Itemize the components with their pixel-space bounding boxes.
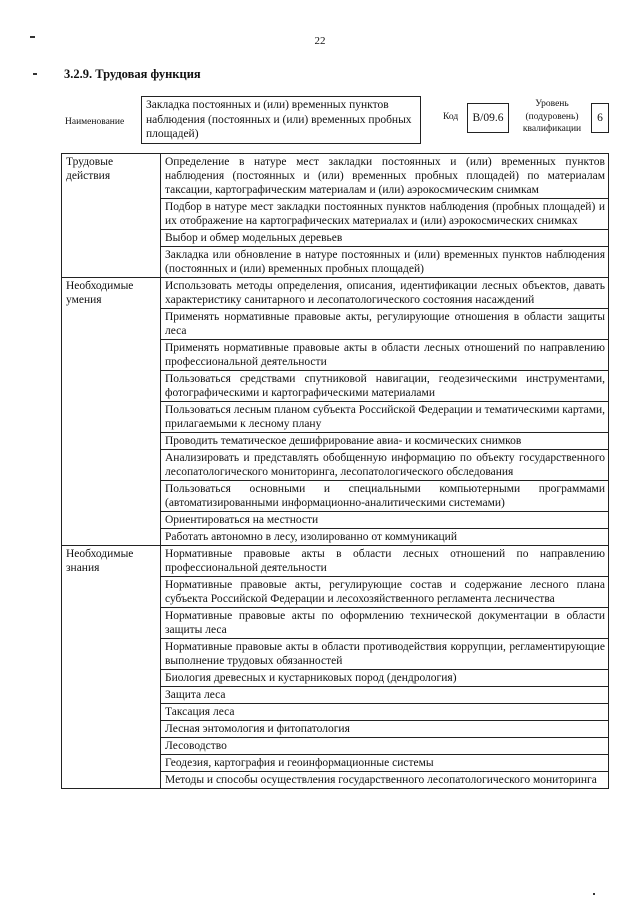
required-skills-item: Пользоваться лесным планом субъекта Российской Федерации и тематическими картами, прилагаемыми к лесному плану	[161, 402, 609, 433]
required-skills-item: Применять нормативные правовые акты в области лесных отношений по направлению профессиональной деятельности	[161, 340, 609, 371]
table-row	[62, 546, 609, 577]
required-knowledge-item: Лесная энтомология и фитопатология	[161, 721, 609, 738]
qualification-level-value: 6	[591, 103, 609, 133]
required-knowledge-item: Таксация леса	[161, 704, 609, 721]
required-knowledge-item: Геодезия, картография и геоинформационные системы	[161, 755, 609, 772]
required-skills-label: Необходимые умения	[62, 278, 161, 546]
required-skills-item: Применять нормативные правовые акты, регулирующие отношения в области защиты леса	[161, 309, 609, 340]
name-value: Закладка постоянных и (или) временных пунктов наблюдения (постоянных и (или) временных пробных площадей)	[141, 96, 421, 144]
labor-actions-item: Подбор в натуре мест закладки постоянных пунктов наблюдения (пробных площадей) и их отображение на картографических материалах и (или) аэрокосмических снимках	[161, 199, 609, 230]
required-knowledge-item: Биология древесных и кустарниковых пород (дендрология)	[161, 670, 609, 687]
required-skills-item: Ориентироваться на местности	[161, 512, 609, 529]
required-skills-item: Использовать методы определения, описания, идентификации лесных объектов, давать характеристику санитарного и лесопатологического состояния насаждений	[161, 278, 609, 309]
table-row	[62, 154, 609, 199]
required-skills-item: Пользоваться средствами спутниковой навигации, геодезическими инструментами, фотографическими и картографическими материалами	[161, 371, 609, 402]
required-knowledge-item: Нормативные правовые акты в области противодействия коррупции, регламентирующие выполнение трудовых обязанностей	[161, 639, 609, 670]
required-knowledge-item: Нормативные правовые акты, регулирующие состав и содержание лесного плана субъекта Российской Федерации и лесохозяйственного регламента лесничества	[161, 577, 609, 608]
labor-function-table-body	[62, 154, 609, 789]
required-skills-item: Пользоваться основными и специальными компьютерными программами (автоматизированными информационно-аналитическими системами)	[161, 481, 609, 512]
required-skills-item: Работать автономно в лесу, изолированно от коммуникаций	[161, 529, 609, 546]
labor-function-table	[61, 153, 609, 789]
required-knowledge-item: Методы и способы осуществления государственного лесопатологического мониторинга	[161, 772, 609, 789]
labor-actions-label: Трудовые действия	[62, 154, 161, 278]
required-knowledge-item: Нормативные правовые акты по оформлению технической документации в области защиты леса	[161, 608, 609, 639]
required-knowledge-item: Лесоводство	[161, 738, 609, 755]
labor-actions-item: Закладка или обновление в натуре постоянных и (или) временных пунктов наблюдения (постоянных и (или) временных пробных площадей)	[161, 247, 609, 278]
qualification-level-label: Уровень (подуровень) квалификации	[522, 99, 582, 134]
page-number: 22	[314, 35, 326, 47]
required-skills-item: Проводить тематическое дешифрирование авиа- и космических снимков	[161, 433, 609, 450]
code-label: Код	[443, 112, 459, 122]
required-skills-item: Анализировать и представлять обобщенную информацию по объекту государственного лесопатологического мониторинга, лесопатологического обследования	[161, 450, 609, 481]
code-value: В/09.6	[467, 103, 509, 133]
scan-mark	[593, 893, 595, 895]
required-knowledge-item: Нормативные правовые акты в области лесных отношений по направлению профессиональной деятельности	[161, 546, 609, 577]
section-title: 3.2.9. Трудовая функция	[64, 67, 201, 81]
required-knowledge-item: Защита леса	[161, 687, 609, 704]
name-label: Наименование	[65, 117, 125, 127]
table-row	[62, 278, 609, 309]
labor-actions-item: Определение в натуре мест закладки постоянных и (или) временных пунктов наблюдения (постоянных и (или) временных пробных площадей) по материалам таксации, картографическим материалам и (или) аэрокосмическим снимкам	[161, 154, 609, 199]
labor-actions-item: Выбор и обмер модельных деревьев	[161, 230, 609, 247]
scan-mark	[33, 73, 37, 75]
required-knowledge-label: Необходимые знания	[62, 546, 161, 789]
